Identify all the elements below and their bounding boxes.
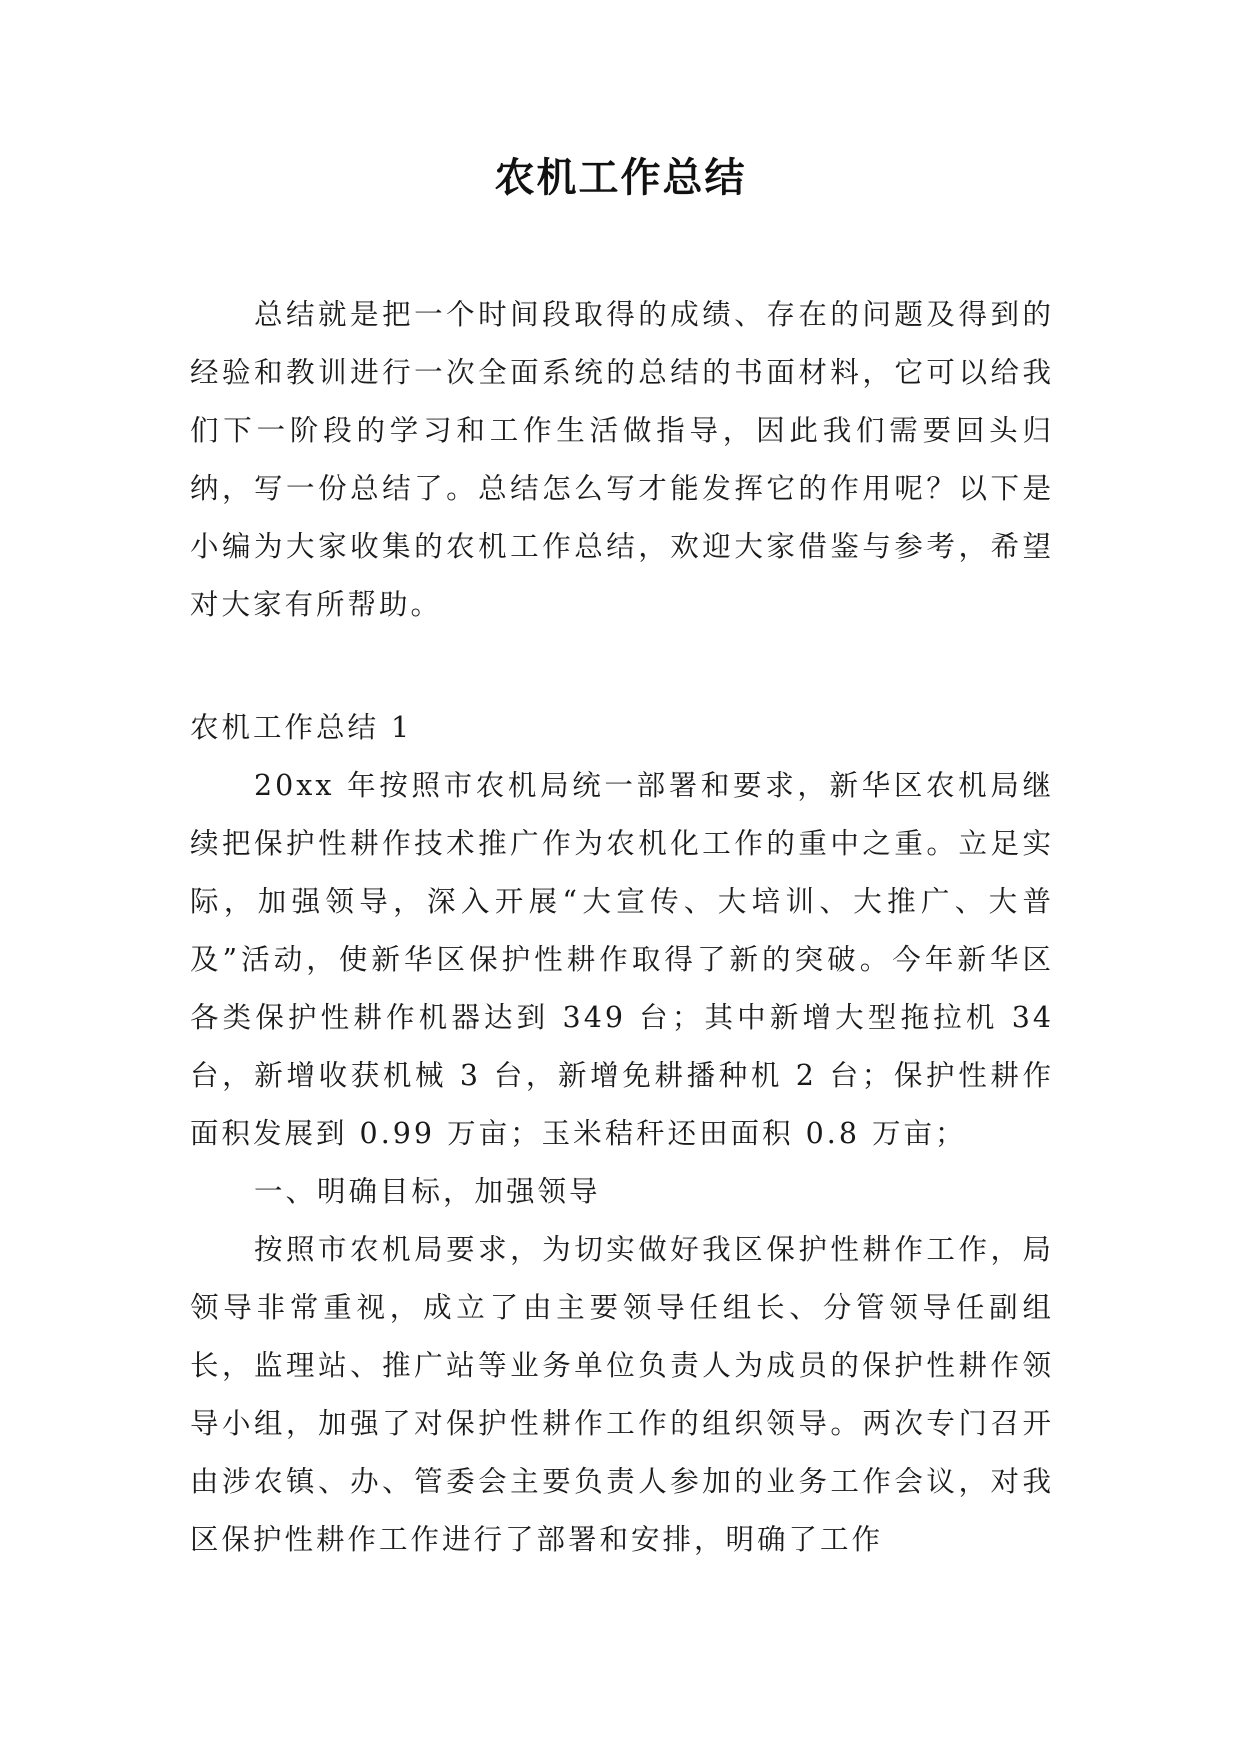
document-title: 农机工作总结: [494, 155, 747, 201]
body-paragraph-2: 按照市农机局要求，为切实做好我区保护性耕作工作，局领导非常重视，成立了由主要领导任组长、分管领导任副组长，监理站、推广站等业务单位负责人为成员的保护性耕作领导小组，加强了对保护性耕作工作的组织领导。两次专门召开由涉农镇、办、管委会主要负责人参加的业务工作会议，对我区保护性耕作工作进行了部署和安排，明确了工作: [190, 1233, 1054, 1556]
body-paragraph-1: 20xx 年按照市农机局统一部署和要求，新华区农机局继续把保护性耕作技术推广作为农机化工作的重中之重。立足实际，加强领导，深入开展“大宣传、大培训、大推广、大普及”活动，使新华区保护性耕作取得了新的突破。今年新华区各类保护性耕作机器达到 349 台；其中新增大型拖拉机 34 台，新增收获机械 3 台，新增免耕播种机 2 台；保护性耕作面积发展到 0.99 万亩；玉米秸秆还田面积 0.8 万亩；: [190, 769, 1054, 1150]
subheading-1: 一、明确目标，加强领导: [254, 1175, 601, 1208]
intro-paragraph: 总结就是把一个时间段取得的成绩、存在的问题及得到的经验和教训进行一次全面系统的总结的书面材料，它可以给我们下一阶段的学习和工作生活做指导，因此我们需要回头归纳，写一份总结了。总结怎么写才能发挥它的作用呢？以下是小编为大家收集的农机工作总结，欢迎大家借鉴与参考，希望对大家有所帮助。: [190, 298, 1054, 621]
section-heading: 农机工作总结 1: [190, 711, 413, 744]
